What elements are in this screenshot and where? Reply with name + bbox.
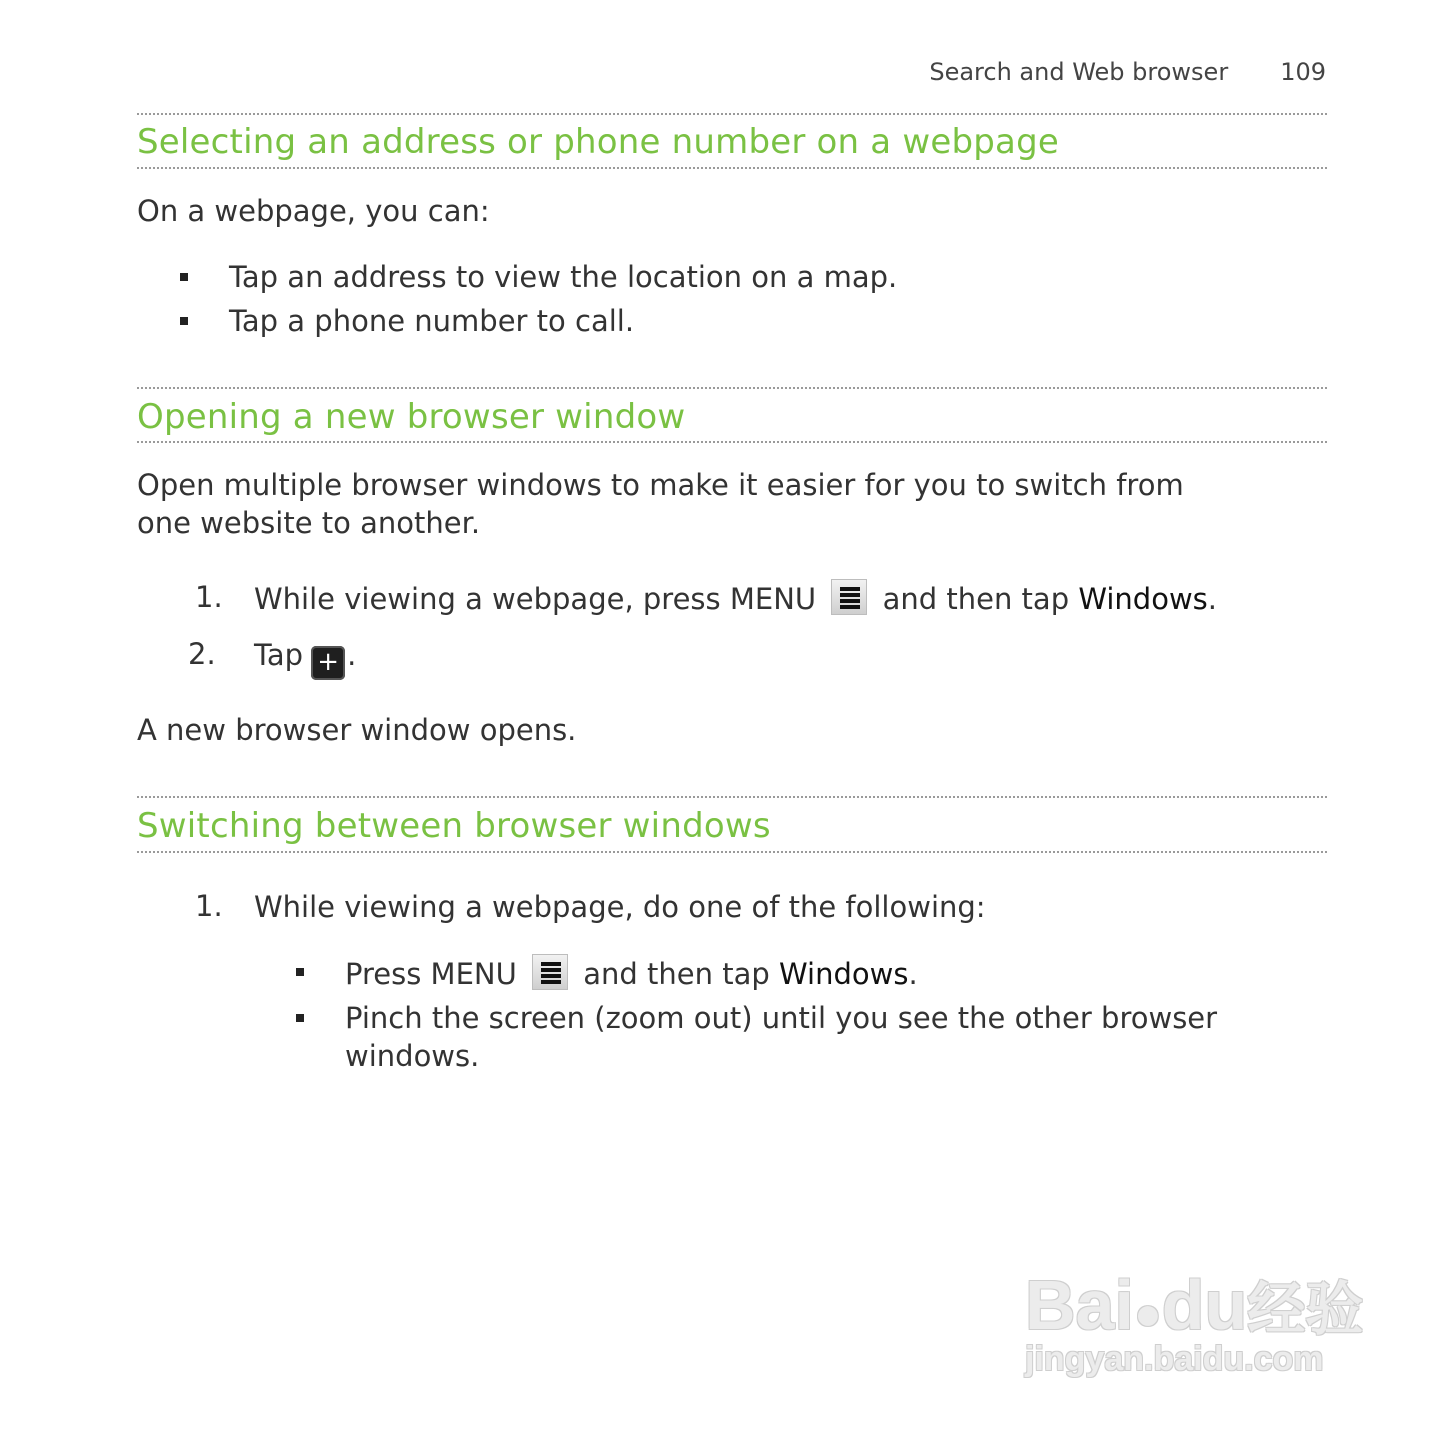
section-heading: Opening a new browser window [137,397,686,437]
running-header [929,58,1326,86]
watermark-logo [1025,1262,1363,1346]
step-text-post: . [1207,582,1217,616]
paw-icon: ● [1133,1287,1162,1339]
section-rule-top [137,796,1327,798]
header-section-title: Search and Web browser [929,58,1229,86]
bullet-marker [180,317,188,325]
step-number: 1. [195,580,223,614]
bullet-marker [296,1014,304,1022]
section-intro: On a webpage, you can: [137,194,490,228]
list-item: Tap a phone number to call. [229,304,635,338]
step-text-pre: While viewing a webpage, press MENU [254,582,817,616]
section-rule-top [137,113,1327,115]
step-text-post: . [347,638,357,672]
sub-list-item-line: Pinch the screen (zoom out) until you see the other browser [345,1001,1218,1035]
list-item: Tap an address to view the location on a map. [229,260,898,294]
section-intro-line: one website to another. [137,506,481,540]
menu-icon [831,579,867,615]
bullet-marker [296,968,304,976]
windows-label: Windows [779,957,909,991]
section-rule-bottom [137,851,1327,853]
plus-icon: + [311,646,345,680]
windows-label: Windows [1078,582,1208,616]
section-heading: Selecting an address or phone number on a webpage [137,122,1059,162]
step-text-mid: and then tap [882,582,1070,616]
step-number: 1. [195,889,223,923]
section-rule-bottom [137,167,1327,169]
step-text [254,636,356,680]
step-result: A new browser window opens. [137,713,577,747]
watermark-url: jingyan.baidu.com [1025,1340,1324,1378]
watermark-brand: Bai [1025,1266,1134,1344]
step-text-pre: Tap [254,638,304,672]
menu-icon [532,954,568,990]
section-rule-bottom [137,441,1327,443]
sub-list-item-line: windows. [345,1039,480,1073]
section-rule-top [137,387,1327,389]
sub-item-post: . [908,957,918,991]
page-number: 109 [1280,58,1326,86]
step-text: While viewing a webpage, do one of the following: [254,890,986,924]
bullet-marker [180,273,188,281]
watermark-brand2: du [1161,1266,1248,1344]
step-number: 2. [188,637,216,671]
step-text [254,579,1217,618]
sub-item-mid: and then tap [583,957,770,991]
watermark-cn: 经验 [1247,1275,1364,1343]
section-heading: Switching between browser windows [137,806,771,846]
section-intro-line: Open multiple browser windows to make it easier for you to switch from [137,468,1184,502]
sub-item-pre: Press MENU [345,957,517,991]
sub-list-item [345,954,918,993]
